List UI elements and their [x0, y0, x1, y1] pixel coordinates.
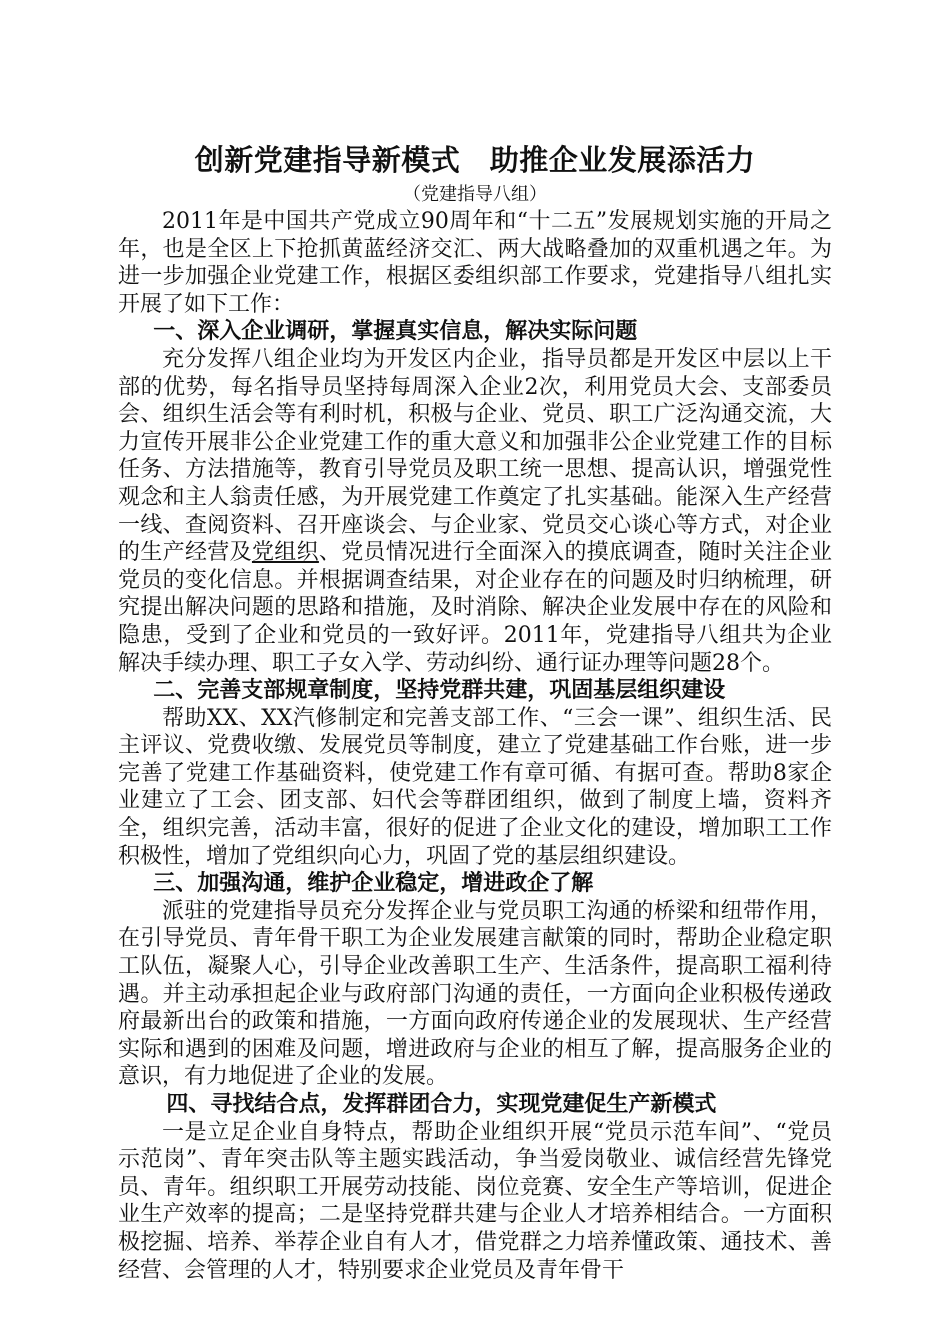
section-1-body-part-b: 、党员情况进行全面深入的摸底调查，随时关注企业党员的变化信息。并根据调查结果，对企业存在的问题及时归纳梳理，研究提出解决问题的思路和措施，及时消除、解决企业发展中存在的风险和隐患，受到了企业和党员的一致好评。2011年，党建指导八组共为企业解决手续办理、职工子女入学、劳动纠纷、通行证办理等问题28个。 [118, 540, 832, 676]
section-2-body: 帮助XX、XX汽修制定和完善支部工作、“三会一课”、组织生活、民主评议、党费收缴、发展党员等制度，建立了党建基础工作台账，进一步完善了党建工作基础资料，使党建工作有章可循、有据可查。帮助8家企业建立了工会、团支部、妇代会等群团组织，做到了制度上墙，资料齐全，组织完善，活动丰富，很好的促进了企业文化的建设，增加职工工作积极性，增加了党组织向心力，巩固了党的基层组织建设。 [118, 705, 832, 869]
document-page [118, 140, 832, 1284]
section-4-body: 一是立足企业自身特点，帮助企业组织开展“党员示范车间”、“党员示范岗”、青年突击队等主题实践活动，争当爱岗敬业、诚信经营先锋党员、青年。组织职工开展劳动技能、岗位竞赛、安全生产等培训，促进企业生产效率的提高；二是坚持党群共建与企业人才培养相结合。一方面积极挖掘、培养、举荐企业自有人才，借党群之力培养懂政策、通技术、善经营、会管理的人才，特别要求企业党员及青年骨干 [118, 1119, 832, 1283]
section-1-body-part-a: 充分发挥八组企业均为开发区内企业，指导员都是开发区中层以上干部的优势，每名指导员坚持每周深入企业2次，利用党员大会、支部委员会、组织生活会等有利时机，积极与企业、党员、职工广泛沟通交流，大力宣传开展非公企业党建工作的重大意义和加强非公企业党建工作的目标任务、方法措施等，教育引导党员及职工统一思想、提高认识，增强党性观念和主人翁责任感，为开展党建工作奠定了扎实基础。能深入生产经营一线、查阅资料、召开座谈会、与企业家、党员交心谈心等方式，对企业的生产经营及 [118, 346, 832, 566]
document-title: 创新党建指导新模式 助推企业发展添活力 [194, 143, 756, 177]
document-subtitle: （党建指导八组） [403, 184, 547, 205]
section-3-heading: 三、加强沟通，维护企业稳定，增进政企了解 [153, 870, 594, 897]
section-1-body [118, 346, 832, 677]
section-4-heading: 四、寻找结合点，发挥群团合力，实现党建促生产新模式 [166, 1091, 717, 1117]
intro-paragraph: 2011年是中国共产党成立90周年和“十二五”发展规划实施的开局之年，也是全区上下抢抓黄蓝经济交汇、两大战略叠加的双重机遇之年。为进一步加强企业党建工作，根据区委组织部工作要求，党建指导八组扎实开展了如下工作： [118, 209, 832, 317]
party-organization-underlined-text: 党组织 [251, 540, 319, 566]
section-1-heading: 一、深入企业调研，掌握真实信息，解决实际问题 [153, 318, 638, 345]
section-3-body: 派驻的党建指导员充分发挥企业与党员职工沟通的桥梁和纽带作用，在引导党员、青年骨干职工为企业发展建言献策的同时，帮助企业稳定职工队伍，凝聚人心，引导企业改善职工生产、生活条件，提高职工福利待遇。并主动承担起企业与政府部门沟通的责任，一方面向企业积极传递政府最新出台的政策和措施，一方面向政府传递企业的发展现状、生产经营实际和遇到的困难及问题，增进政府与企业的相互了解，提高服务企业的意识，有力地促进了企业的发展。 [118, 898, 832, 1090]
section-2-heading: 二、完善支部规章制度，坚持党群共建，巩固基层组织建设 [153, 677, 726, 704]
